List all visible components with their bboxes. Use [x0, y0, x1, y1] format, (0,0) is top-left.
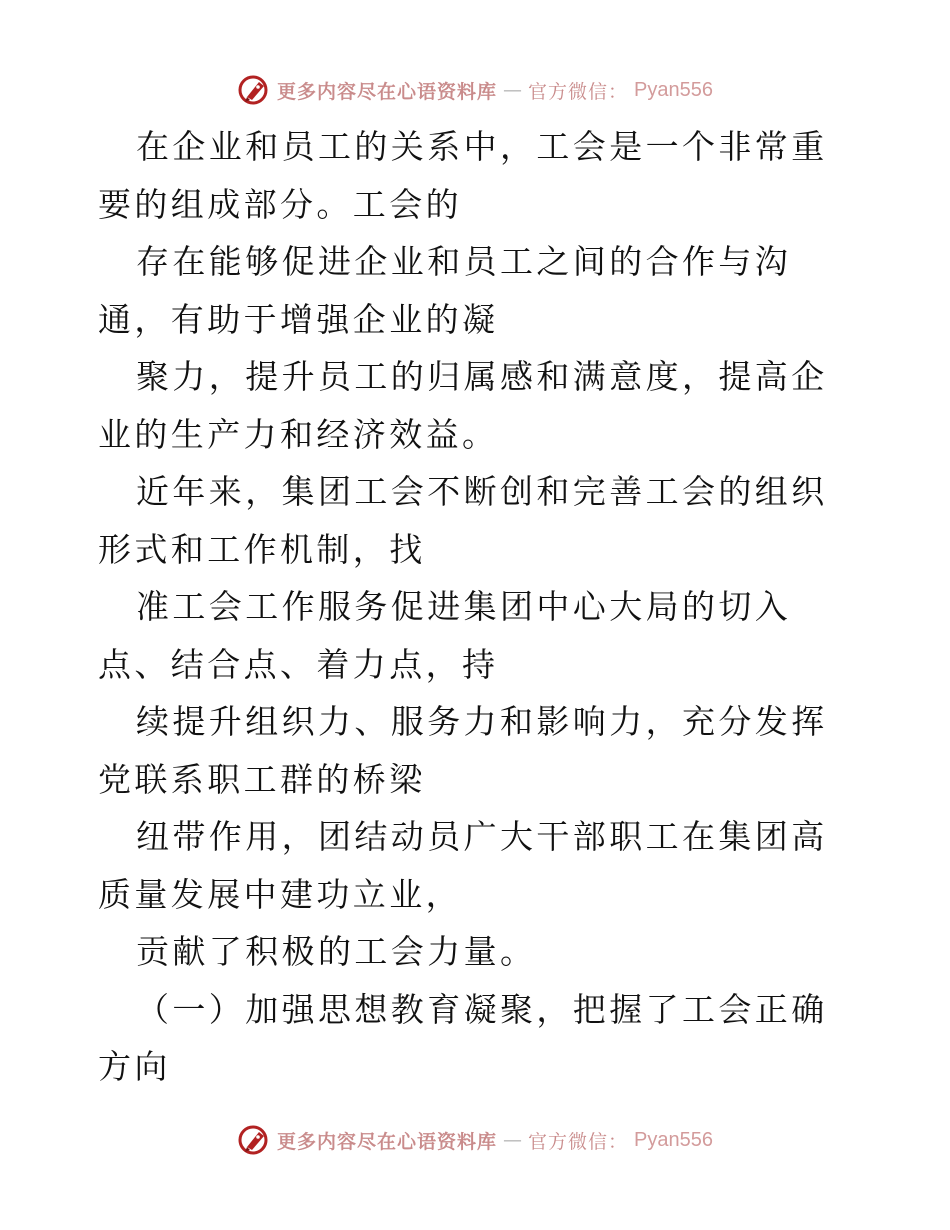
paragraph-5: 准工会工作服务促进集团中心大局的切入点、结合点、着力点，持 — [98, 587, 792, 684]
watermark-dash: — — [503, 1129, 523, 1151]
watermark-site-text: 更多内容尽在心语资料库 — [277, 80, 498, 103]
watermark-wechat-id: Pyan556 — [634, 1128, 713, 1151]
watermark-dash: — — [503, 79, 523, 101]
paragraph-6: 续提升组织力、服务力和影响力，充分发挥党联系职工群的桥梁 — [98, 702, 828, 799]
paragraph-2: 存在能够促进企业和员工之间的合作与沟通，有助于增强企业的凝 — [98, 242, 792, 339]
watermark-wechat-id: Pyan556 — [634, 78, 713, 101]
watermark-site-text: 更多内容尽在心语资料库 — [277, 1130, 498, 1153]
paragraph-9: （一）加强思想教育凝聚，把握了工会正确方向 — [98, 989, 828, 1086]
footer-watermark — [0, 1120, 950, 1160]
pen-nib-logo-icon — [237, 1123, 271, 1157]
paragraph-3: 聚力，提升员工的归属感和满意度，提高企业的生产力和经济效益。 — [98, 357, 828, 454]
paragraph-7: 纽带作用，团结动员广大干部职工在集团高质量发展中建功立业， — [98, 817, 828, 914]
header-watermark — [0, 70, 950, 110]
watermark-wechat-label: 官方微信： — [528, 80, 629, 103]
paragraph-4: 近年来，集团工会不断创和完善工会的组织形式和工作机制，找 — [98, 472, 828, 569]
watermark-wechat-label: 官方微信： — [528, 1130, 629, 1153]
document-body — [98, 118, 858, 1096]
paragraph-1: 在企业和员工的关系中，工会是一个非常重要的组成部分。工会的 — [98, 127, 828, 224]
pen-nib-logo-icon — [237, 73, 271, 107]
paragraph-8: 贡献了积极的工会力量。 — [136, 932, 537, 971]
